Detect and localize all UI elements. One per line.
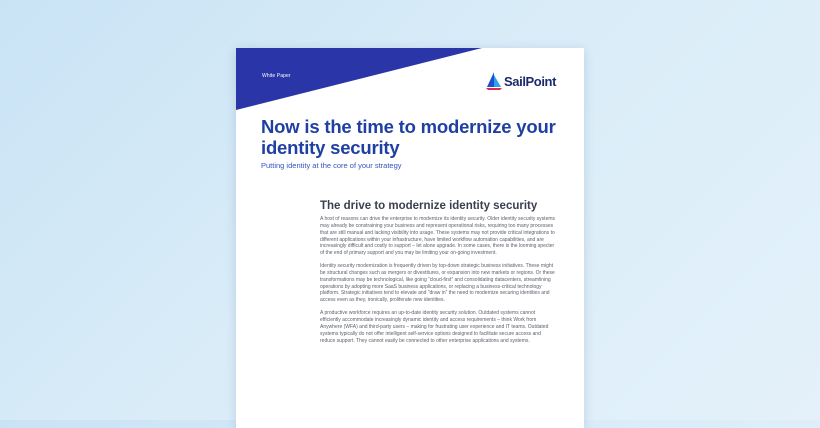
sailpoint-logo-icon [484, 71, 504, 91]
document-title: Now is the time to modernize your identity security [261, 116, 556, 158]
sailpoint-logo [484, 71, 556, 91]
paragraph: A host of reasons can drive the enterprise to modernize its identity security. Older identity security systems may already be constraining your business and represent operational risks, requiring too many processes that are still manual and lacking visibility into usage. These systems may not provide critical integrations to different applications within your infrastructure, have limited workflow automation capabilities, and are increasingly difficult and costly to support – let alone upgrade. In some cases, there is the looming specter of the end of primary support and you may be limiting your on-going investment. [320, 216, 556, 257]
section-heading: The drive to modernize identity security [320, 200, 538, 212]
body-text [320, 216, 556, 350]
document-subtitle: Putting identity at the core of your strategy [261, 161, 402, 170]
paragraph: A productive workforce requires an up-to-date identity security solution. Outdated systems cannot efficiently accommodate increasingly dynamic identity and access requirements – think Work from Anywhere (WFA) and third-party users – making for frustrating user experience and IT teams. Outdated systems typically do not offer intelligent self-service options designed to facilitate secure access and reduce support. They cannot easily be connected to other enterprise applications and systems. [320, 310, 549, 344]
white-paper-document [236, 48, 584, 428]
document-type-label: White Paper [262, 73, 291, 79]
brand-name: SailPoint [504, 73, 557, 89]
paragraph: Identity security modernization is frequently driven by top-down strategic business initiatives. These might be structural changes such as mergers or divestitures, or expansion into new markets or regions. Or these transformations may be technological, like going “cloud-first” and consolidating datacenters, streamlining operations by adopting more SaaS business applications, or replacing a business-critical technology platform. Strategic initiatives tend to elevate and “draw in” the need to modernize securing identities and access even as they, ironically, proliferate new identities. [320, 263, 555, 304]
